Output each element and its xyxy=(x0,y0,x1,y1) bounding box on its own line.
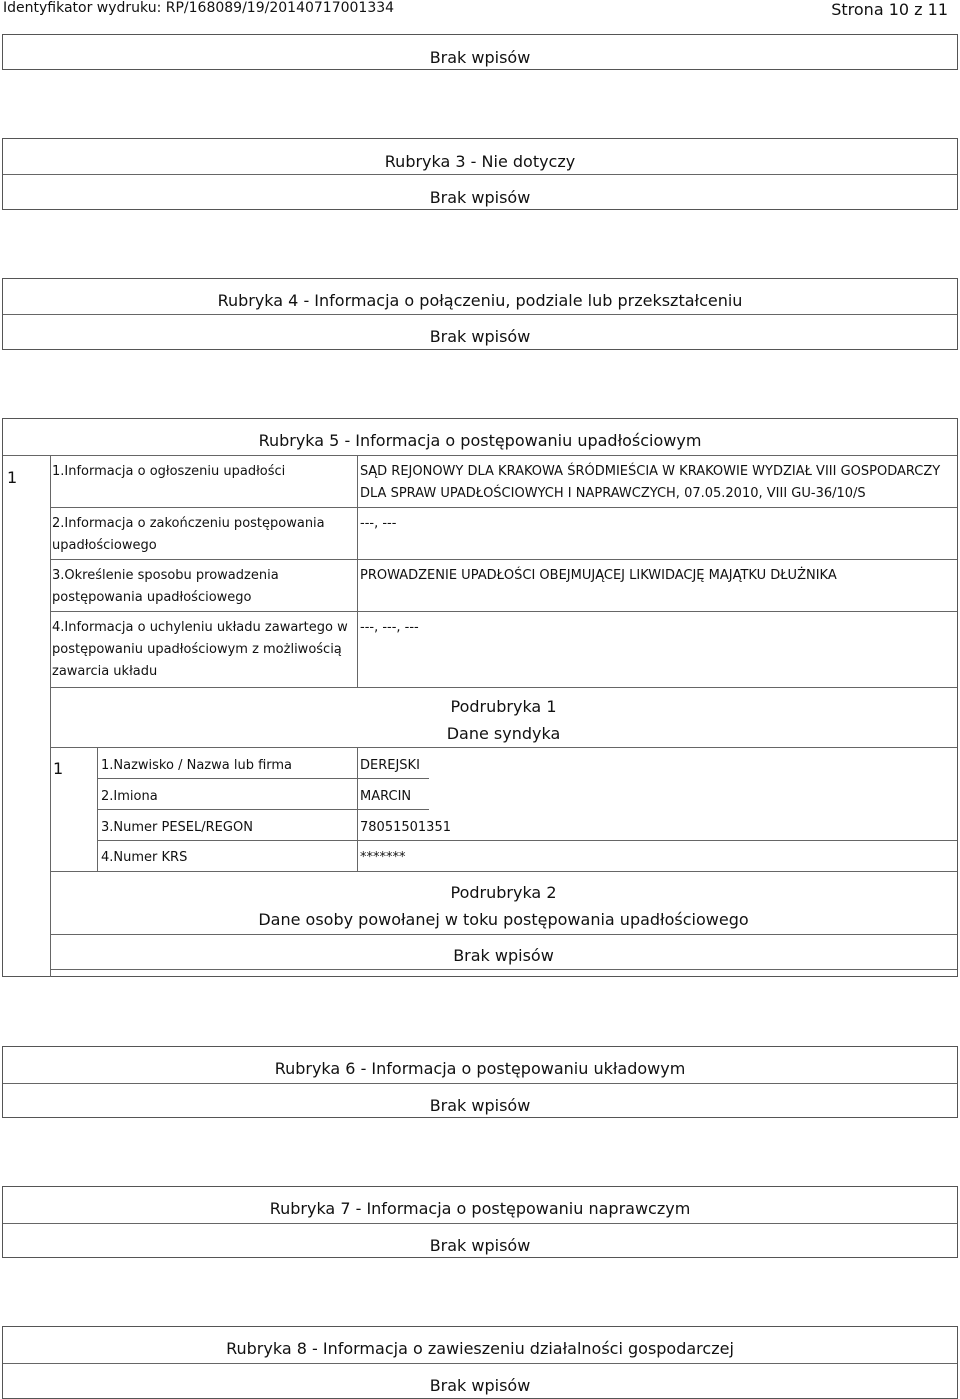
section-title: Rubryka 8 - Informacja o zawieszeniu działalności gospodarczej xyxy=(226,1339,734,1358)
empty-entries: Brak wpisów xyxy=(429,1236,531,1255)
syndic-value: DEREJSKI xyxy=(360,758,420,773)
divider xyxy=(50,934,957,935)
section-title: Rubryka 7 - Informacja o postępowaniu naprawczym xyxy=(269,1199,691,1218)
row-divider xyxy=(50,687,957,688)
label-column-divider xyxy=(357,455,358,687)
field-label: 4.Informacja o uchyleniu układu zawartego w xyxy=(52,620,348,635)
field-value: SĄD REJONOWY DLA KRAKOWA ŚRÓDMIEŚCIA W KRAKOWIE WYDZIAŁ VIII GOSPODARCZY xyxy=(360,464,941,479)
syndic-label: 4.Numer KRS xyxy=(101,850,188,865)
section-rubryka-8 xyxy=(2,1326,958,1399)
entry-index: 1 xyxy=(53,759,64,778)
divider xyxy=(3,455,957,456)
divider xyxy=(3,1083,957,1084)
row-divider xyxy=(97,778,429,779)
field-label: postępowaniu upadłościowym z możliwością xyxy=(52,642,342,657)
subsection-subtitle: Dane osoby powołanej w toku postępowania upadłościowego xyxy=(258,910,749,929)
syndic-label: 3.Numer PESEL/REGON xyxy=(101,820,253,835)
row-divider xyxy=(97,840,957,841)
empty-entries: Brak wpisów xyxy=(429,188,531,207)
field-value: ---, ---, --- xyxy=(360,620,419,635)
subsection-title: Podrubryka 2 xyxy=(450,883,557,902)
section-title: Rubryka 5 - Informacja o postępowaniu upadłościowym xyxy=(258,431,702,450)
section-title: Rubryka 3 - Nie dotyczy xyxy=(384,152,576,171)
syndic-value: 78051501351 xyxy=(360,820,451,835)
divider xyxy=(50,969,957,970)
row-divider xyxy=(97,809,429,810)
empty-entries: Brak wpisów xyxy=(429,1376,531,1395)
field-value: PROWADZENIE UPADŁOŚCI OBEJMUJĄCEJ LIKWIDACJĘ MAJĄTKU DŁUŻNIKA xyxy=(360,568,837,583)
empty-entries: Brak wpisów xyxy=(429,1096,531,1115)
field-value: ---, --- xyxy=(360,516,397,531)
field-label: 1.Informacja o ogłoszeniu upadłości xyxy=(52,464,286,479)
empty-entries: Brak wpisów xyxy=(429,48,531,67)
section-rubryka-7 xyxy=(2,1186,958,1258)
section-rubryka-5 xyxy=(2,418,958,977)
syndic-value: ******* xyxy=(360,850,406,865)
divider xyxy=(3,314,957,315)
print-identifier: Identyfikator wydruku: RP/168089/19/20140717001334 xyxy=(3,0,395,16)
row-divider xyxy=(50,507,957,508)
row-divider xyxy=(50,559,957,560)
subsection-title: Podrubryka 1 xyxy=(450,697,557,716)
syndic-label: 1.Nazwisko / Nazwa lub firma xyxy=(101,758,293,773)
syndic-label: 2.Imiona xyxy=(101,789,158,804)
syndic-value: MARCIN xyxy=(360,789,412,804)
divider xyxy=(3,1363,957,1364)
section-title: Rubryka 4 - Informacja o połączeniu, podziale lub przekształceniu xyxy=(217,291,743,310)
row-divider xyxy=(50,611,957,612)
section-rubryka-4 xyxy=(2,278,958,350)
field-value: DLA SPRAW UPADŁOŚCIOWYCH I NAPRAWCZYCH, 07.05.2010, VIII GU-36/10/S xyxy=(360,486,866,501)
divider xyxy=(3,1223,957,1224)
field-label: upadłościowego xyxy=(52,538,157,553)
divider xyxy=(50,747,957,748)
row-divider xyxy=(50,871,957,872)
field-label: 2.Informacja o zakończeniu postępowania xyxy=(52,516,325,531)
subsection-subtitle: Dane syndyka xyxy=(446,724,561,743)
top-continuation-block xyxy=(2,34,958,70)
field-label: 3.Określenie sposobu prowadzenia xyxy=(52,568,279,583)
section-rubryka-6 xyxy=(2,1046,958,1118)
section-title: Rubryka 6 - Informacja o postępowaniu układowym xyxy=(274,1059,686,1078)
field-label: postępowania upadłościowego xyxy=(52,590,252,605)
entry-index: 1 xyxy=(7,468,18,487)
field-label: zawarcia układu xyxy=(52,664,158,679)
divider xyxy=(3,174,957,175)
section-rubryka-3 xyxy=(2,138,958,210)
page-number: Strona 10 z 11 xyxy=(831,0,948,19)
empty-entries: Brak wpisów xyxy=(453,946,554,965)
empty-entries: Brak wpisów xyxy=(429,327,531,346)
